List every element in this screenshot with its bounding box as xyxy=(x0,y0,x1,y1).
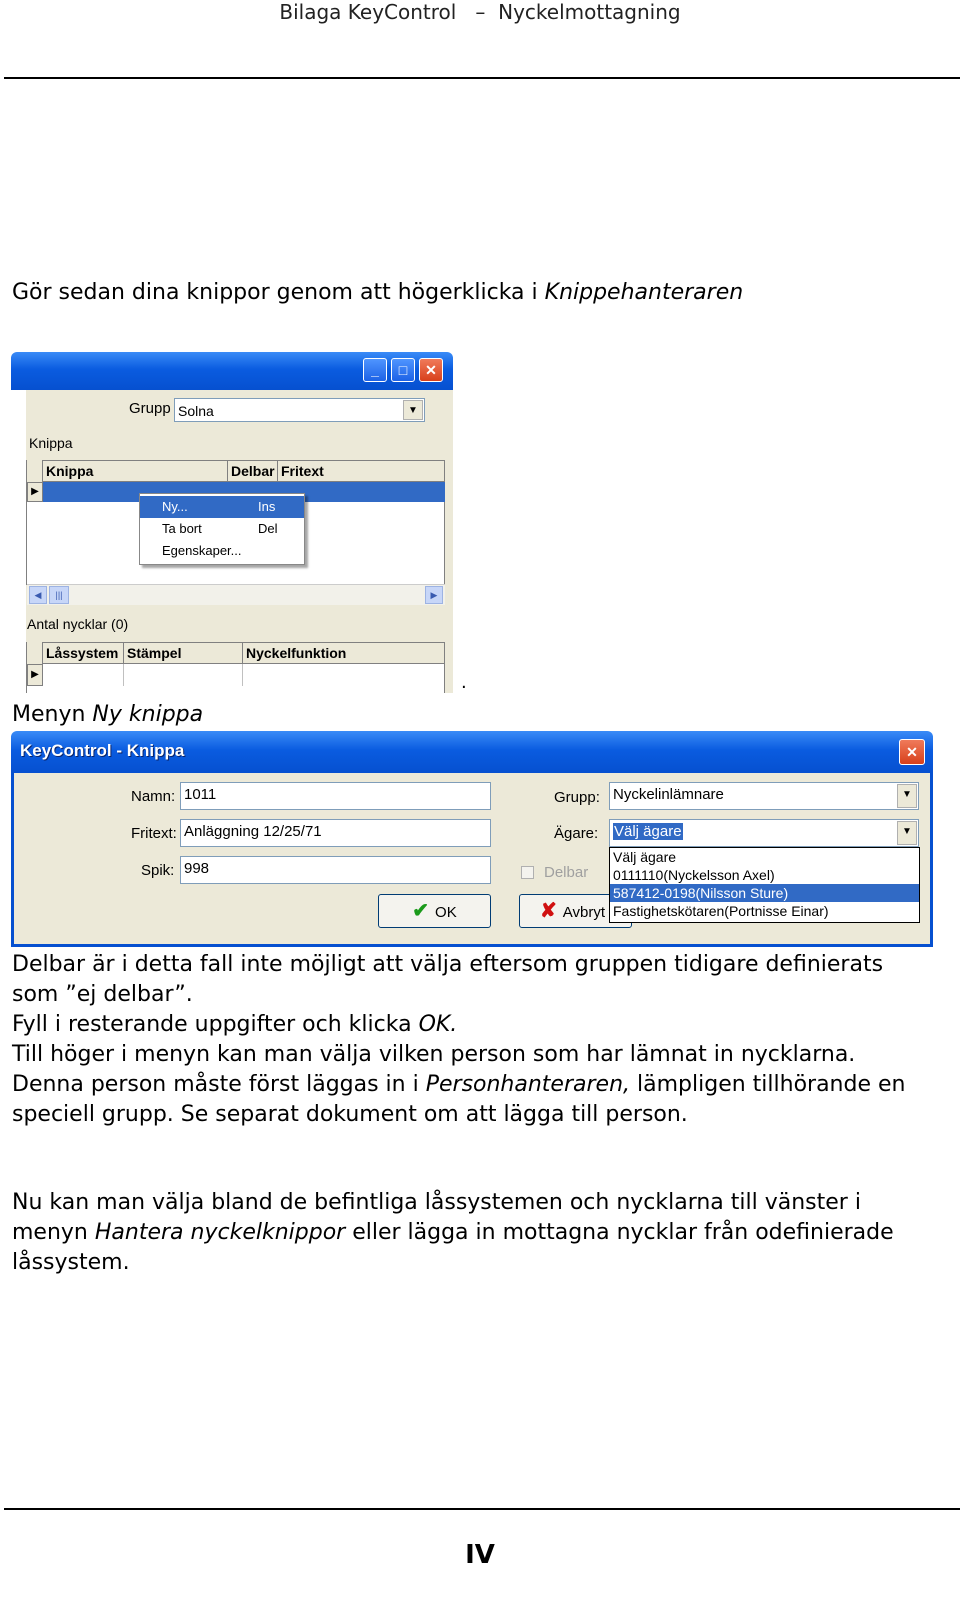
chevron-down-icon[interactable]: ▼ xyxy=(897,784,917,808)
minimize-button[interactable]: _ xyxy=(363,358,387,382)
footer-rule xyxy=(4,1508,960,1510)
intro-text: Gör sedan dina knippor genom att högerklicka i xyxy=(12,280,545,305)
body-line xyxy=(12,1070,952,1100)
namn-label: Namn: xyxy=(131,788,176,805)
body-emph: Hantera nyckelknippor xyxy=(94,1220,346,1245)
intro-emph: Knippehanteraren xyxy=(544,280,744,305)
context-item-ny[interactable] xyxy=(140,496,304,518)
header-title: Bilaga KeyControl xyxy=(279,0,457,24)
close-icon[interactable]: ✕ xyxy=(899,739,925,765)
agare-option[interactable]: 0111110(Nyckelsson Axel) xyxy=(613,867,775,883)
body-line xyxy=(12,1010,952,1040)
intro-paragraph xyxy=(12,278,952,308)
body-text: lämpligen tillhörande en xyxy=(630,1072,906,1097)
scroll-thumb[interactable]: ||| xyxy=(49,586,69,604)
agare-select[interactable] xyxy=(609,819,919,847)
row-header-corner xyxy=(27,642,43,664)
ok-button[interactable] xyxy=(378,894,491,928)
context-menu xyxy=(139,493,305,565)
page-number: IV xyxy=(465,1540,495,1570)
window-titlebar xyxy=(11,352,453,390)
knippa-dialog xyxy=(11,731,933,947)
context-item-label: Ny... xyxy=(162,499,188,514)
body-line: Till höger i menyn kan man välja vilken person som har lämnat in nycklarna. xyxy=(12,1042,856,1067)
caption-emph: Ny knippa xyxy=(92,702,204,727)
maximize-button[interactable]: □ xyxy=(391,358,415,382)
context-item-shortcut: Del xyxy=(258,521,278,536)
agare-value: Välj ägare xyxy=(614,823,682,840)
cancel-label: Avbryt xyxy=(562,904,606,921)
spik-value: 998 xyxy=(184,860,210,877)
column-header-fritext[interactable]: Fritext xyxy=(277,460,445,482)
chevron-down-icon[interactable]: ▼ xyxy=(897,821,917,845)
delbar-label: Delbar xyxy=(544,864,589,881)
column-header-delbar[interactable]: Delbar xyxy=(227,460,278,482)
body-text: menyn xyxy=(12,1220,95,1245)
body-paragraph-1 xyxy=(12,950,952,1130)
left-strip xyxy=(11,390,26,693)
header-rule xyxy=(4,77,960,79)
column-header-stampel[interactable]: Stämpel xyxy=(123,642,243,664)
agare-option[interactable]: Välj ägare xyxy=(613,849,677,865)
fritext-input[interactable] xyxy=(180,819,491,847)
caption-ny-knippa xyxy=(12,700,952,730)
knippehanteraren-window xyxy=(11,352,453,693)
trailing-dot: . xyxy=(461,672,467,693)
scroll-right-icon[interactable]: ▶ xyxy=(425,586,443,604)
body-line: Delbar är i detta fall inte möjligt att välja eftersom gruppen tidigare definierats xyxy=(12,952,884,977)
dialog-titlebar xyxy=(11,731,933,773)
namn-input[interactable] xyxy=(180,782,491,810)
context-item-egenskaper[interactable] xyxy=(140,540,304,562)
agare-dropdown-list xyxy=(609,847,920,923)
body-line xyxy=(12,1218,952,1248)
caption-text: Menyn xyxy=(12,702,93,727)
body-line: låssystem. xyxy=(12,1250,130,1275)
agare-option-selected[interactable]: 587412-0198(Nilsson Sture) xyxy=(610,884,919,902)
body-line: Nu kan man välja bland de befintliga låssystemen och nycklarna till vänster i xyxy=(12,1190,861,1215)
header-subtitle: Nyckelmottagning xyxy=(498,0,681,24)
body-emph: OK. xyxy=(418,1012,458,1037)
grupp-dialog-value: Nyckelinlämnare xyxy=(613,786,724,803)
horizontal-scrollbar[interactable] xyxy=(27,584,445,605)
agare-option[interactable]: Fastighetskötaren(Portnisse Einar) xyxy=(613,903,829,919)
body-text: Fyll i resterande uppgifter och klicka xyxy=(12,1012,419,1037)
knippa-section-label: Knippa xyxy=(29,435,73,451)
spik-input[interactable] xyxy=(180,856,491,884)
chevron-down-icon[interactable]: ▼ xyxy=(403,400,423,420)
grupp-dialog-select[interactable] xyxy=(609,782,919,810)
window-body xyxy=(11,390,453,693)
grupp-dialog-label: Grupp: xyxy=(554,789,600,806)
cross-icon: ✘ xyxy=(540,900,557,922)
ok-label: OK xyxy=(435,904,457,921)
grupp-label: Grupp xyxy=(129,400,171,417)
column-header-nyckelfunktion[interactable]: Nyckelfunktion xyxy=(242,642,445,664)
row-pointer-icon: ▶ xyxy=(27,664,43,686)
context-item-ta-bort[interactable] xyxy=(140,518,304,540)
grupp-select[interactable] xyxy=(174,398,425,422)
close-button[interactable]: ✕ xyxy=(419,358,443,382)
body-text: Denna person måste först läggas in i xyxy=(12,1072,426,1097)
body-line: speciell grupp. Se separat dokument om att lägga till person. xyxy=(12,1102,688,1127)
antal-nycklar-label: Antal nycklar (0) xyxy=(27,616,129,632)
namn-value: 1011 xyxy=(184,786,217,803)
row-pointer-icon: ▶ xyxy=(27,482,43,502)
fritext-label: Fritext: xyxy=(131,825,177,842)
checkmark-icon: ✔ xyxy=(412,900,430,922)
body-line: som ”ej delbar”. xyxy=(12,982,193,1007)
cell-divider xyxy=(242,664,243,686)
body-emph: Personhanteraren, xyxy=(425,1072,631,1097)
fritext-value: Anläggning 12/25/71 xyxy=(184,823,322,840)
row-header-corner xyxy=(27,460,43,482)
agare-label: Ägare: xyxy=(554,825,599,842)
dialog-body xyxy=(11,773,933,947)
spik-label: Spik: xyxy=(141,862,175,879)
dialog-title: KeyControl - Knippa xyxy=(20,741,185,760)
context-item-label: Egenskaper... xyxy=(162,543,242,558)
delbar-checkbox[interactable] xyxy=(521,866,534,879)
context-item-shortcut: Ins xyxy=(258,499,276,514)
scroll-left-icon[interactable]: ◀ xyxy=(29,586,47,604)
body-paragraph-2 xyxy=(12,1188,952,1278)
grupp-value: Solna xyxy=(178,403,214,419)
cell-divider xyxy=(123,664,124,686)
column-header-lassystem[interactable]: Låssystem xyxy=(42,642,124,664)
header-separator: – xyxy=(475,0,486,24)
context-item-label: Ta bort xyxy=(162,521,202,536)
body-text: eller lägga in mottagna nycklar från odefinierade xyxy=(345,1220,894,1245)
page-header xyxy=(0,0,960,24)
column-header-knippa[interactable]: Knippa xyxy=(42,460,228,482)
